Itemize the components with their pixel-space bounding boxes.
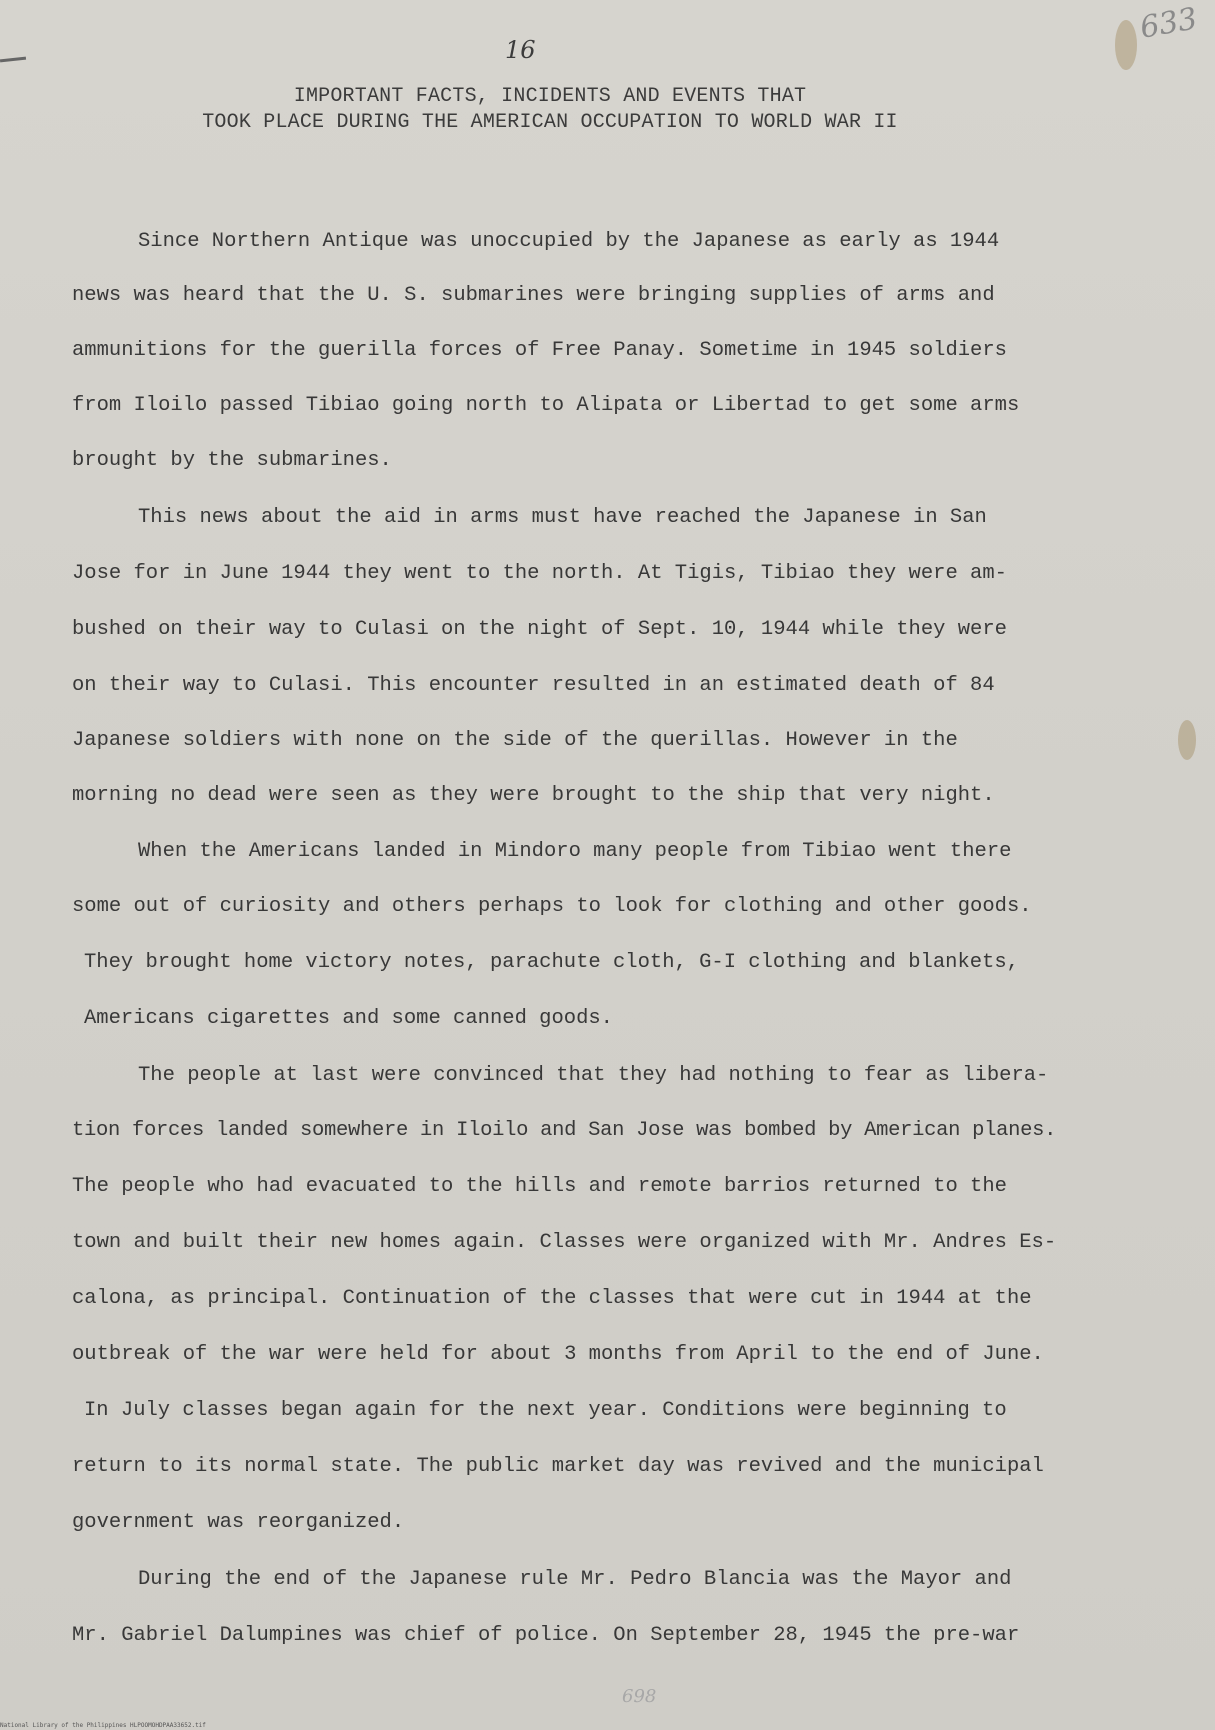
body-line: brought by the submarines. <box>72 449 392 472</box>
body-line: The people who had evacuated to the hills and remote barrios returned to the <box>72 1175 1007 1198</box>
body-line: news was heard that the U. S. submarines were bringing supplies of arms and <box>72 284 995 307</box>
body-line: on their way to Culasi. This encounter resulted in an estimated death of 84 <box>72 674 995 697</box>
corner-mark: 633 <box>1137 1 1200 46</box>
body-line: When the Americans landed in Mindoro many people from Tibiao went there <box>138 840 1012 863</box>
body-line: Mr. Gabriel Dalumpines was chief of police. On September 28, 1945 the pre-war <box>72 1624 1020 1647</box>
body-line: calona, as principal. Continuation of the classes that were cut in 1944 at the <box>72 1287 1032 1310</box>
body-line: ammunitions for the guerilla forces of Free Panay. Sometime in 1945 soldiers <box>72 339 1007 362</box>
body-line: some out of curiosity and others perhaps to look for clothing and other goods. <box>72 895 1032 918</box>
body-line: In July classes began again for the next year. Conditions were beginning to <box>84 1399 1007 1422</box>
stain-right-middle <box>1178 720 1196 760</box>
body-line: Japanese soldiers with none on the side of the querillas. However in the <box>72 729 958 752</box>
body-line: Americans cigarettes and some canned goods. <box>84 1007 613 1030</box>
body-line: They brought home victory notes, parachute cloth, G-I clothing and blankets, <box>84 951 1019 974</box>
body-line: Since Northern Antique was unoccupied by the Japanese as early as 1944 <box>138 230 1000 253</box>
body-line: The people at last were convinced that they had nothing to fear as libera- <box>138 1064 1049 1087</box>
bottom-mark: 698 <box>622 1686 657 1707</box>
body-line: outbreak of the war were held for about 3 months from April to the end of June. <box>72 1343 1044 1366</box>
body-line: tion forces landed somewhere in Iloilo and San Jose was bombed by American planes. <box>72 1119 1057 1142</box>
body-line: town and built their new homes again. Classes were organized with Mr. Andres Es- <box>72 1231 1057 1254</box>
body-line: During the end of the Japanese rule Mr. Pedro Blancia was the Mayor and <box>138 1568 1012 1591</box>
margin-mark <box>0 57 26 63</box>
body-line: bushed on their way to Culasi on the night of Sept. 10, 1944 while they were <box>72 618 1007 641</box>
body-line: from Iloilo passed Tibiao going north to Alipata or Libertad to get some arms <box>72 394 1020 417</box>
title-line-2: TOOK PLACE DURING THE AMERICAN OCCUPATION TO WORLD WAR II <box>202 111 898 134</box>
title-line-1: IMPORTANT FACTS, INCIDENTS AND EVENTS THAT <box>293 85 807 108</box>
stain-top-right <box>1115 20 1137 70</box>
body-line: government was reorganized. <box>72 1511 405 1534</box>
footer-caption: National Library of the Philippines HLPOOMOHDPAA33652.tif <box>0 1722 206 1729</box>
page-number: 16 <box>505 36 536 64</box>
body-line: Jose for in June 1944 they went to the north. At Tigis, Tibiao they were am- <box>72 562 1007 585</box>
body-line: morning no dead were seen as they were brought to the ship that very night. <box>72 784 995 807</box>
body-line: This news about the aid in arms must have reached the Japanese in San <box>138 506 987 529</box>
document-title <box>140 84 960 136</box>
body-line: return to its normal state. The public market day was revived and the municipal <box>72 1455 1044 1478</box>
